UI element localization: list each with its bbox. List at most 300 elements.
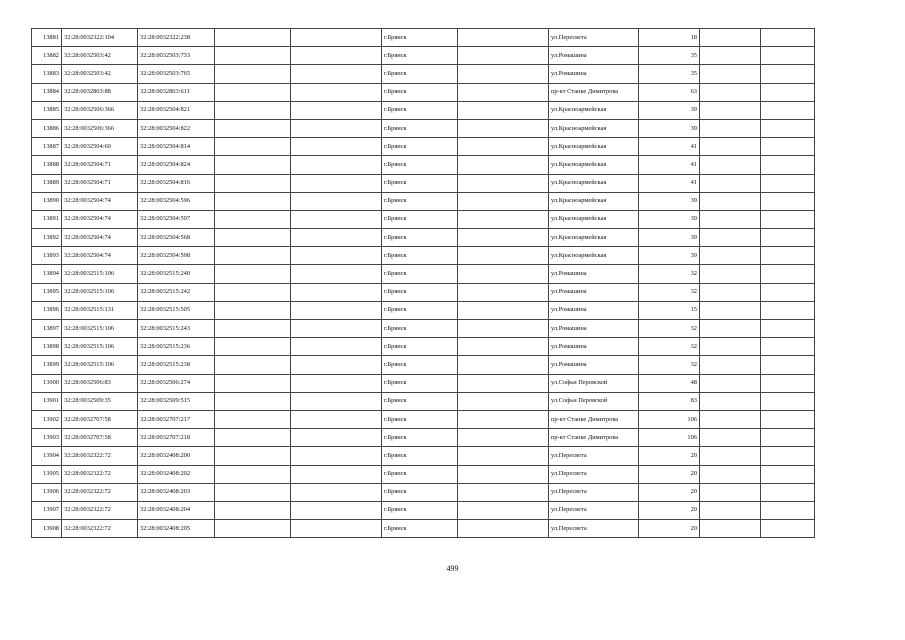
cadastral-number-cell: 32:28:0032504:74	[62, 229, 138, 247]
cadastral-number-cell: 32:28:0032707:58	[62, 429, 138, 447]
street-cell: ул.Ромашина	[549, 47, 639, 65]
register-table	[31, 28, 815, 538]
street-cell: ул.Пересвета	[549, 29, 639, 47]
empty-cell	[215, 138, 291, 156]
house-number-cell: 39	[639, 247, 700, 265]
empty-cell	[700, 356, 761, 374]
empty-cell	[291, 156, 382, 174]
empty-cell	[291, 65, 382, 83]
empty-cell	[458, 501, 549, 519]
object-cadastral-number-cell: 32:28:0032504:596	[138, 192, 215, 210]
row-number-cell: 13887	[32, 138, 62, 156]
house-number-cell: 106	[639, 429, 700, 447]
cadastral-number-cell: 32:28:0032504:74	[62, 247, 138, 265]
street-cell: ул.Ромашина	[549, 283, 639, 301]
row-number-cell: 13907	[32, 501, 62, 519]
empty-cell	[761, 174, 815, 192]
table-row	[32, 501, 815, 519]
cadastral-number-cell: 32:28:0032506:366	[62, 101, 138, 119]
cadastral-number-cell: 32:28:0032322:104	[62, 29, 138, 47]
row-number-cell: 13901	[32, 392, 62, 410]
register-rows	[32, 29, 815, 538]
empty-cell	[215, 174, 291, 192]
house-number-cell: 32	[639, 356, 700, 374]
empty-cell	[761, 65, 815, 83]
empty-cell	[761, 501, 815, 519]
empty-cell	[291, 192, 382, 210]
empty-cell	[215, 119, 291, 137]
empty-cell	[458, 210, 549, 228]
empty-cell	[215, 392, 291, 410]
cadastral-number-cell: 32:28:0032322:72	[62, 447, 138, 465]
empty-cell	[700, 156, 761, 174]
street-cell: ул.Ромашина	[549, 301, 639, 319]
table-row	[32, 447, 815, 465]
empty-cell	[291, 174, 382, 192]
empty-cell	[215, 301, 291, 319]
page-number: 499	[446, 564, 459, 573]
empty-cell	[700, 210, 761, 228]
empty-cell	[215, 483, 291, 501]
empty-cell	[761, 47, 815, 65]
city-cell: г.Брянск	[382, 356, 458, 374]
empty-cell	[458, 429, 549, 447]
empty-cell	[458, 47, 549, 65]
empty-cell	[215, 65, 291, 83]
house-number-cell: 35	[639, 47, 700, 65]
city-cell: г.Брянск	[382, 229, 458, 247]
house-number-cell: 20	[639, 465, 700, 483]
empty-cell	[215, 465, 291, 483]
street-cell: ул.Пересвета	[549, 501, 639, 519]
row-number-cell: 13888	[32, 156, 62, 174]
empty-cell	[458, 520, 549, 538]
object-cadastral-number-cell: 32:28:0032322:238	[138, 29, 215, 47]
empty-cell	[215, 320, 291, 338]
empty-cell	[291, 101, 382, 119]
empty-cell	[700, 101, 761, 119]
empty-cell	[761, 192, 815, 210]
city-cell: г.Брянск	[382, 429, 458, 447]
cadastral-number-cell: 32:28:0032322:72	[62, 501, 138, 519]
empty-cell	[700, 247, 761, 265]
empty-cell	[761, 265, 815, 283]
empty-cell	[761, 119, 815, 137]
empty-cell	[458, 229, 549, 247]
house-number-cell: 39	[639, 210, 700, 228]
empty-cell	[291, 119, 382, 137]
empty-cell	[291, 483, 382, 501]
table-row	[32, 283, 815, 301]
empty-cell	[458, 83, 549, 101]
object-cadastral-number-cell: 32:28:0032504:597	[138, 210, 215, 228]
cadastral-number-cell: 32:28:0032504:60	[62, 138, 138, 156]
empty-cell	[700, 429, 761, 447]
city-cell: г.Брянск	[382, 119, 458, 137]
cadastral-number-cell: 32:28:0032515:106	[62, 356, 138, 374]
cadastral-number-cell: 32:28:0032504:71	[62, 174, 138, 192]
cadastral-number-cell: 32:28:0032322:72	[62, 520, 138, 538]
empty-cell	[700, 410, 761, 428]
empty-cell	[458, 374, 549, 392]
table-row	[32, 320, 815, 338]
empty-cell	[291, 410, 382, 428]
empty-cell	[458, 356, 549, 374]
house-number-cell: 20	[639, 520, 700, 538]
table-row	[32, 429, 815, 447]
empty-cell	[761, 210, 815, 228]
row-number-cell: 13884	[32, 83, 62, 101]
street-cell: ул.Красноармейская	[549, 210, 639, 228]
street-cell: ул.Красноармейская	[549, 101, 639, 119]
empty-cell	[215, 247, 291, 265]
street-cell: ул.Софьи Перовской	[549, 374, 639, 392]
street-cell: ул.Красноармейская	[549, 138, 639, 156]
row-number-cell: 13895	[32, 283, 62, 301]
empty-cell	[291, 47, 382, 65]
empty-cell	[761, 247, 815, 265]
empty-cell	[458, 29, 549, 47]
cadastral-number-cell: 32:28:0032503:42	[62, 65, 138, 83]
empty-cell	[215, 210, 291, 228]
empty-cell	[215, 429, 291, 447]
object-cadastral-number-cell: 32:28:0032408:205	[138, 520, 215, 538]
house-number-cell: 20	[639, 483, 700, 501]
empty-cell	[291, 429, 382, 447]
cadastral-number-cell: 32:28:0032515:106	[62, 320, 138, 338]
object-cadastral-number-cell: 32:28:0032408:202	[138, 465, 215, 483]
city-cell: г.Брянск	[382, 283, 458, 301]
table-row	[32, 247, 815, 265]
table-row	[32, 392, 815, 410]
street-cell: ул.Красноармейская	[549, 156, 639, 174]
table-row	[32, 374, 815, 392]
city-cell: г.Брянск	[382, 301, 458, 319]
cadastral-number-cell: 32:28:0032515:106	[62, 338, 138, 356]
table-row	[32, 29, 815, 47]
empty-cell	[458, 265, 549, 283]
cadastral-number-cell: 32:28:0032504:71	[62, 156, 138, 174]
empty-cell	[215, 283, 291, 301]
street-cell: ул.Пересвета	[549, 483, 639, 501]
city-cell: г.Брянск	[382, 101, 458, 119]
empty-cell	[761, 374, 815, 392]
empty-cell	[215, 83, 291, 101]
street-cell: ул.Красноармейская	[549, 247, 639, 265]
house-number-cell: 32	[639, 283, 700, 301]
empty-cell	[700, 465, 761, 483]
object-cadastral-number-cell: 32:28:0032408:200	[138, 447, 215, 465]
city-cell: г.Брянск	[382, 210, 458, 228]
empty-cell	[215, 156, 291, 174]
house-number-cell: 20	[639, 447, 700, 465]
empty-cell	[700, 520, 761, 538]
empty-cell	[700, 119, 761, 137]
house-number-cell: 18	[639, 29, 700, 47]
empty-cell	[700, 47, 761, 65]
table-row	[32, 465, 815, 483]
cadastral-number-cell: 32:28:0032509:35	[62, 392, 138, 410]
table-row	[32, 229, 815, 247]
object-cadastral-number-cell: 32:28:0032504:822	[138, 119, 215, 137]
city-cell: г.Брянск	[382, 156, 458, 174]
city-cell: г.Брянск	[382, 47, 458, 65]
empty-cell	[458, 447, 549, 465]
empty-cell	[458, 301, 549, 319]
empty-cell	[700, 320, 761, 338]
street-cell: ул.Ромашина	[549, 356, 639, 374]
empty-cell	[215, 338, 291, 356]
empty-cell	[700, 192, 761, 210]
empty-cell	[215, 192, 291, 210]
empty-cell	[291, 392, 382, 410]
object-cadastral-number-cell: 32:28:0032515:505	[138, 301, 215, 319]
house-number-cell: 32	[639, 338, 700, 356]
cadastral-number-cell: 32:28:0032707:58	[62, 410, 138, 428]
empty-cell	[458, 101, 549, 119]
table-row	[32, 65, 815, 83]
street-cell: ул.Пересвета	[549, 447, 639, 465]
empty-cell	[761, 447, 815, 465]
empty-cell	[458, 465, 549, 483]
empty-cell	[761, 301, 815, 319]
empty-cell	[761, 156, 815, 174]
row-number-cell: 13882	[32, 47, 62, 65]
empty-cell	[761, 520, 815, 538]
object-cadastral-number-cell: 32:28:0032408:204	[138, 501, 215, 519]
empty-cell	[761, 392, 815, 410]
table-row	[32, 356, 815, 374]
empty-cell	[700, 65, 761, 83]
table-row	[32, 47, 815, 65]
object-cadastral-number-cell: 32:28:0032503:765	[138, 65, 215, 83]
city-cell: г.Брянск	[382, 247, 458, 265]
empty-cell	[215, 29, 291, 47]
empty-cell	[291, 447, 382, 465]
empty-cell	[761, 138, 815, 156]
city-cell: г.Брянск	[382, 392, 458, 410]
city-cell: г.Брянск	[382, 320, 458, 338]
row-number-cell: 13881	[32, 29, 62, 47]
empty-cell	[215, 229, 291, 247]
house-number-cell: 15	[639, 301, 700, 319]
empty-cell	[215, 356, 291, 374]
street-cell: ул.Красноармейская	[549, 192, 639, 210]
row-number-cell: 13908	[32, 520, 62, 538]
empty-cell	[761, 101, 815, 119]
empty-cell	[291, 210, 382, 228]
row-number-cell: 13906	[32, 483, 62, 501]
city-cell: г.Брянск	[382, 65, 458, 83]
empty-cell	[700, 483, 761, 501]
table-row	[32, 156, 815, 174]
empty-cell	[215, 101, 291, 119]
empty-cell	[761, 338, 815, 356]
empty-cell	[700, 229, 761, 247]
house-number-cell: 41	[639, 156, 700, 174]
table-row	[32, 83, 815, 101]
empty-cell	[291, 301, 382, 319]
table-row	[32, 192, 815, 210]
street-cell: пр-кт Станке Димитрова	[549, 410, 639, 428]
empty-cell	[700, 265, 761, 283]
table-row	[32, 138, 815, 156]
row-number-cell: 13898	[32, 338, 62, 356]
street-cell: пр-кт Станке Димитрова	[549, 429, 639, 447]
empty-cell	[761, 410, 815, 428]
empty-cell	[291, 83, 382, 101]
empty-cell	[458, 174, 549, 192]
city-cell: г.Брянск	[382, 465, 458, 483]
cadastral-number-cell: 32:28:0032504:74	[62, 210, 138, 228]
object-cadastral-number-cell: 32:28:0032515:242	[138, 283, 215, 301]
empty-cell	[291, 356, 382, 374]
empty-cell	[458, 320, 549, 338]
cadastral-number-cell: 32:28:0032506:366	[62, 119, 138, 137]
street-cell: ул.Пересвета	[549, 465, 639, 483]
object-cadastral-number-cell: 32:28:0032515:236	[138, 338, 215, 356]
empty-cell	[291, 320, 382, 338]
object-cadastral-number-cell: 32:28:0032707:217	[138, 410, 215, 428]
cadastral-number-cell: 32:28:0032515:106	[62, 283, 138, 301]
empty-cell	[215, 410, 291, 428]
empty-cell	[761, 429, 815, 447]
city-cell: г.Брянск	[382, 29, 458, 47]
object-cadastral-number-cell: 32:28:0032515:238	[138, 356, 215, 374]
empty-cell	[761, 29, 815, 47]
city-cell: г.Брянск	[382, 410, 458, 428]
cadastral-number-cell: 32:28:0032515:106	[62, 265, 138, 283]
empty-cell	[761, 483, 815, 501]
house-number-cell: 20	[639, 501, 700, 519]
city-cell: г.Брянск	[382, 138, 458, 156]
house-number-cell: 41	[639, 138, 700, 156]
object-cadastral-number-cell: 32:28:0032503:733	[138, 47, 215, 65]
empty-cell	[458, 483, 549, 501]
street-cell: ул.Ромашина	[549, 320, 639, 338]
row-number-cell: 13893	[32, 247, 62, 265]
empty-cell	[215, 265, 291, 283]
city-cell: г.Брянск	[382, 447, 458, 465]
object-cadastral-number-cell: 32:28:0032408:203	[138, 483, 215, 501]
cadastral-number-cell: 32:28:0032504:74	[62, 192, 138, 210]
object-cadastral-number-cell: 32:28:0032504:568	[138, 229, 215, 247]
house-number-cell: 83	[639, 392, 700, 410]
empty-cell	[291, 247, 382, 265]
cadastral-number-cell: 32:28:0032506:83	[62, 374, 138, 392]
empty-cell	[291, 138, 382, 156]
empty-cell	[458, 192, 549, 210]
row-number-cell: 13904	[32, 447, 62, 465]
city-cell: г.Брянск	[382, 520, 458, 538]
row-number-cell: 13899	[32, 356, 62, 374]
street-cell: ул.Красноармейская	[549, 174, 639, 192]
cadastral-number-cell: 32:28:0032503:42	[62, 47, 138, 65]
empty-cell	[700, 138, 761, 156]
row-number-cell: 13902	[32, 410, 62, 428]
house-number-cell: 39	[639, 101, 700, 119]
city-cell: г.Брянск	[382, 192, 458, 210]
table-row	[32, 174, 815, 192]
city-cell: г.Брянск	[382, 483, 458, 501]
cadastral-number-cell: 32:28:0032803:88	[62, 83, 138, 101]
object-cadastral-number-cell: 32:28:0032504:821	[138, 101, 215, 119]
row-number-cell: 13891	[32, 210, 62, 228]
cadastral-number-cell: 32:28:0032322:72	[62, 483, 138, 501]
empty-cell	[700, 374, 761, 392]
house-number-cell: 63	[639, 83, 700, 101]
empty-cell	[458, 410, 549, 428]
house-number-cell: 35	[639, 65, 700, 83]
empty-cell	[700, 301, 761, 319]
house-number-cell: 39	[639, 192, 700, 210]
row-number-cell: 13896	[32, 301, 62, 319]
house-number-cell: 41	[639, 174, 700, 192]
row-number-cell: 13889	[32, 174, 62, 192]
city-cell: г.Брянск	[382, 374, 458, 392]
table-row	[32, 410, 815, 428]
row-number-cell: 13905	[32, 465, 62, 483]
row-number-cell: 13885	[32, 101, 62, 119]
empty-cell	[458, 392, 549, 410]
object-cadastral-number-cell: 32:28:0032707:218	[138, 429, 215, 447]
empty-cell	[215, 374, 291, 392]
empty-cell	[458, 156, 549, 174]
empty-cell	[700, 174, 761, 192]
empty-cell	[215, 47, 291, 65]
empty-cell	[761, 465, 815, 483]
row-number-cell: 13897	[32, 320, 62, 338]
empty-cell	[700, 29, 761, 47]
empty-cell	[215, 520, 291, 538]
object-cadastral-number-cell: 32:28:0032803:611	[138, 83, 215, 101]
empty-cell	[458, 338, 549, 356]
street-cell: ул.Ромашина	[549, 265, 639, 283]
empty-cell	[291, 501, 382, 519]
object-cadastral-number-cell: 32:28:0032504:598	[138, 247, 215, 265]
empty-cell	[291, 465, 382, 483]
house-number-cell: 32	[639, 320, 700, 338]
table-row	[32, 483, 815, 501]
row-number-cell: 13900	[32, 374, 62, 392]
city-cell: г.Брянск	[382, 265, 458, 283]
empty-cell	[458, 119, 549, 137]
cadastral-number-cell: 32:28:0032515:131	[62, 301, 138, 319]
empty-cell	[458, 247, 549, 265]
object-cadastral-number-cell: 32:28:0032506:274	[138, 374, 215, 392]
table-row	[32, 338, 815, 356]
house-number-cell: 32	[639, 265, 700, 283]
house-number-cell: 106	[639, 410, 700, 428]
empty-cell	[291, 338, 382, 356]
empty-cell	[761, 83, 815, 101]
empty-cell	[700, 338, 761, 356]
object-cadastral-number-cell: 32:28:0032509:515	[138, 392, 215, 410]
row-number-cell: 13886	[32, 119, 62, 137]
city-cell: г.Брянск	[382, 83, 458, 101]
empty-cell	[700, 283, 761, 301]
table-row	[32, 119, 815, 137]
empty-cell	[458, 65, 549, 83]
empty-cell	[761, 320, 815, 338]
empty-cell	[291, 29, 382, 47]
empty-cell	[458, 283, 549, 301]
row-number-cell: 13890	[32, 192, 62, 210]
empty-cell	[291, 283, 382, 301]
table-row	[32, 265, 815, 283]
city-cell: г.Брянск	[382, 338, 458, 356]
cadastral-number-cell: 32:28:0032322:72	[62, 465, 138, 483]
